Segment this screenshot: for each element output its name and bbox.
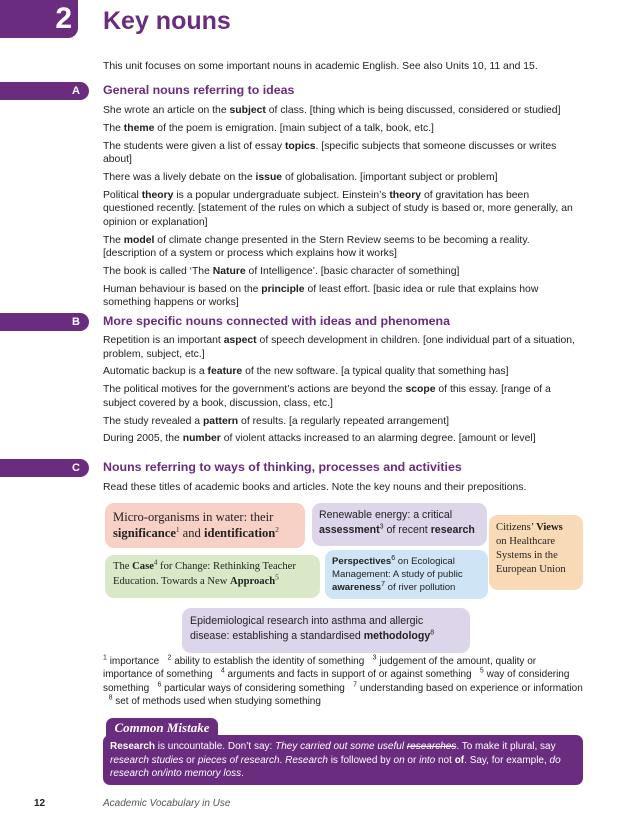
title-box-microorganisms: Micro-organisms in water: their significance$^1$ and identification$^2$: [105, 503, 305, 548]
example-line: During 2005, the number of violent attacks increased to an alarming degree. [amount or level]: [103, 433, 536, 445]
title-box-perspectives: Perspectives$^6$ on Ecological Management: A study of public awareness$^7$ of river pollution: [325, 550, 488, 599]
example-line: Political theory is a popular undergraduate subject. Einstein’s theory of gravitation has been questioned recently. [statement of the rules on which a subject of study is based or, more generally, an opinion or explanation]: [103, 189, 573, 228]
example-line: Automatic backup is a feature of the new software. [a typical quality that something has]: [103, 366, 509, 378]
example-line: The political motives for the government’s actions are beyond the scope of this essay. [range of a subject covered by a book, discussion, class, etc.]: [103, 384, 551, 409]
title-box-case-for-change: The Case$^4$ for Change: Rethinking Teacher Education. Towards a New Approach$^5$: [105, 555, 320, 598]
page-number: 12: [34, 798, 46, 809]
section-a-heading: General nouns referring to ideas: [103, 83, 295, 97]
example-line: The students were given a list of essay topics. [specific subjects that someone discusses or writes about]: [103, 140, 557, 166]
title-box-epidemiological: Epidemiological research into asthma and allergic disease: establishing a standardised methodology$^8$: [182, 608, 470, 653]
section-b-body: [103, 334, 580, 450]
example-line: There was a lively debate on the issue of globalisation. [important subject or problem]: [103, 171, 498, 183]
example-line: The model of climate change presented in the Stern Review seems to be becoming a reality. [description of a system or process which explains how it works]: [103, 234, 530, 260]
common-mistake-box: Research is uncountable. Don’t say: They carried out some useful researches. To make it plural, say research studies or pieces of research. Research is followed by on or into not of. Say, for example, do research on/into memory loss.: [103, 735, 583, 785]
example-line: She wrote an article on the subject of class. [thing which is being discussed, considered or studied]: [103, 105, 561, 116]
example-line: Repetition is an important aspect of speech development in children. [one individual part of a situation, problem, subject, etc.]: [103, 335, 575, 360]
section-b-heading: More specific nouns connected with ideas and phenomena: [103, 314, 450, 328]
section-a-tab: A: [0, 82, 89, 100]
section-c-heading: Nouns referring to ways of thinking, processes and activities: [103, 460, 462, 474]
section-c-tab: C: [0, 459, 89, 477]
example-line: The theme of the poem is emigration. [main subject of a talk, book, etc.]: [103, 122, 434, 134]
footnotes: $^1$ importance $^2$ ability to establish the identity of something $^3$ judgement of the amount, quality or importance of something $^4$ arguments and facts in support of or against something $^5$ way of considering something $^6$ particular ways of considering something $^7$ understanding based on experience or information $^8$ set of methods used when studying something: [103, 654, 583, 708]
section-a-body: [103, 104, 580, 314]
common-mistake-label: Common Mistake: [106, 718, 218, 738]
page-title: Key nouns: [103, 7, 231, 35]
title-box-renewable-energy: Renewable energy: a critical assessment$^3$ of recent research: [312, 503, 487, 546]
example-line: Human behaviour is based on the principle of least effort. [basic idea or rule that explains how something happens or works]: [103, 283, 539, 309]
unit-number-tab: 2: [0, 0, 78, 38]
example-line: The book is called ‘The Nature of Intelligence’. [basic character of something]: [103, 266, 460, 278]
unit-intro: This unit focuses on some important nouns in academic English. See also Units 10, 11 and 15.: [103, 61, 538, 72]
example-line: The study revealed a pattern of results. [a regularly repeated arrangement]: [103, 415, 449, 427]
section-b-tab: B: [0, 313, 89, 331]
title-box-citizens-views: Citizens’ Views on Healthcare Systems in the European Union: [489, 515, 583, 590]
book-title: Academic Vocabulary in Use: [103, 798, 231, 809]
section-c-intro: Read these titles of academic books and articles. Note the key nouns and their prepositions.: [103, 482, 527, 493]
